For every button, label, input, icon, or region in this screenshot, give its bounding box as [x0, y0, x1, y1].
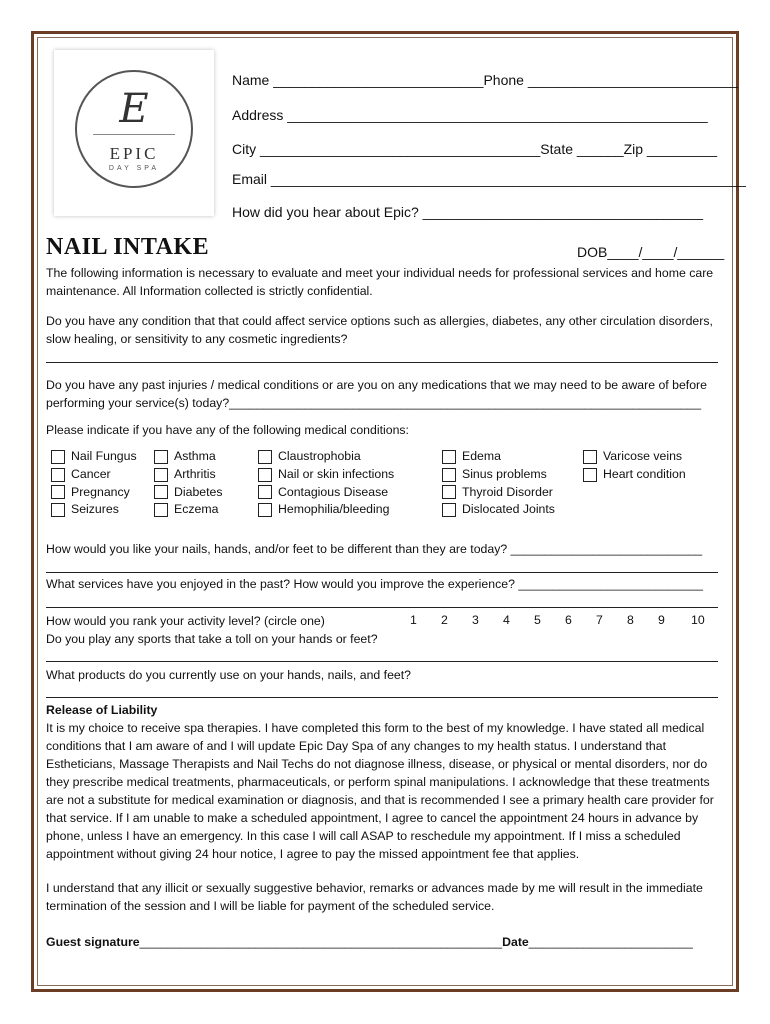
- condition-item[interactable]: [154, 448, 223, 466]
- condition-item[interactable]: [258, 448, 394, 466]
- condition-label: Hemophilia/bleeding: [278, 502, 390, 517]
- referral-field[interactable]: How did you hear about Epic? ____________________________________: [232, 204, 703, 220]
- checkbox[interactable]: [51, 485, 65, 499]
- question-conditions: Do you have any condition that that could affect service options such as allergies, diabetes, any other circulation disorders, slow healing, or sensitivity to any cosmetic ingredients?: [46, 314, 713, 346]
- condition-label: Edema: [462, 449, 501, 463]
- condition-item[interactable]: [442, 484, 555, 502]
- checkbox[interactable]: [258, 485, 272, 499]
- answer-line[interactable]: [46, 607, 718, 608]
- scale-option[interactable]: 4: [503, 613, 510, 627]
- conditions-col-5: [583, 448, 686, 484]
- conditions-col-3: [258, 448, 394, 519]
- condition-label: Arthritis: [174, 466, 216, 481]
- answer-line[interactable]: [46, 661, 718, 662]
- checkbox[interactable]: [51, 468, 65, 482]
- condition-item[interactable]: [51, 448, 137, 466]
- condition-item[interactable]: [154, 501, 223, 519]
- date-line[interactable]: ________________________: [528, 935, 693, 949]
- question-injuries[interactable]: Do you have any past injuries / medical conditions or are you on any medications that we may need to be aware of before performing your service(s) today?_____________________________________________________________________: [46, 378, 707, 410]
- condition-label: Contagious Disease: [278, 484, 389, 499]
- release-text: It is my choice to receive spa therapies. I have completed this form to the best of my knowledge. I have stated all medical conditions that I am aware of and I will update Epic Day Spa of any changes to my health status. I understand that Estheticians, Massage Therapists and Nail Techs do not diagnose illness, disease, or physical or mental disorders, nor do they prescribe medical treatments, pharmaceuticals, or perform spinal manipulations. I acknowledge that these treatments are not a substitute for medical examination or diagnosis, and that is recommended I see a primary health care provider for that service. If I am unable to make a scheduled appointment, I agree to cancel the appointment 24 hours in advance by phone, unless I have an emergency. In this case I will call ASAP to reschedule my appointment. If I miss a scheduled appointment without giving 24 hour notice, I agree to pay the missed appointment fee that applies.: [46, 721, 714, 861]
- condition-item[interactable]: [154, 484, 223, 502]
- scale-option[interactable]: 7: [596, 613, 603, 627]
- condition-label: Eczema: [174, 502, 219, 517]
- scale-option[interactable]: 9: [658, 613, 665, 627]
- answer-line[interactable]: [46, 572, 718, 573]
- name-phone-field[interactable]: Name ___________________________Phone ___________________________: [232, 72, 739, 88]
- condition-label: Cancer: [71, 466, 111, 481]
- condition-item[interactable]: [51, 466, 137, 484]
- question-products: What products do you currently use on your hands, nails, and feet?: [46, 668, 412, 682]
- date-label: Date: [502, 935, 529, 949]
- condition-item[interactable]: [583, 448, 686, 466]
- conduct-text: I understand that any illicit or sexually suggestive behavior, remarks or advances made by me will result in the immediate termination of the session and I will be liable for payment of the scheduled service.: [46, 881, 703, 913]
- checkbox[interactable]: [154, 485, 168, 499]
- question-activity-level: How would you rank your activity level? (circle one): [46, 614, 325, 628]
- checkbox[interactable]: [442, 468, 456, 482]
- checkbox[interactable]: [154, 468, 168, 482]
- scale-option[interactable]: 2: [441, 613, 448, 627]
- condition-label: Asthma: [174, 449, 216, 463]
- logo-tagline: DAY SPA: [108, 165, 160, 172]
- condition-label: Pregnancy: [71, 484, 130, 499]
- page-title: NAIL INTAKE: [46, 234, 210, 260]
- logo: [54, 50, 214, 216]
- scale-option[interactable]: 10: [691, 613, 705, 627]
- scale-option[interactable]: 8: [627, 613, 634, 627]
- checkbox[interactable]: [258, 503, 272, 517]
- checkbox[interactable]: [154, 503, 168, 517]
- question-past-services[interactable]: What services have you enjoyed in the past? How would you improve the experience? ___________________________: [46, 577, 703, 591]
- logo-monogram: E: [119, 86, 149, 132]
- checkbox[interactable]: [51, 450, 65, 464]
- checkbox[interactable]: [583, 468, 597, 482]
- condition-label: Varicose veins: [603, 449, 683, 463]
- question-medical-conditions: Please indicate if you have any of the following medical conditions:: [46, 423, 409, 437]
- condition-label: Seizures: [71, 502, 119, 517]
- condition-label: Dislocated Joints: [462, 502, 555, 517]
- checkbox[interactable]: [258, 450, 272, 464]
- checkbox[interactable]: [583, 450, 597, 464]
- release-title: Release of Liability: [46, 703, 158, 717]
- condition-item[interactable]: [258, 466, 394, 484]
- condition-label: Nail or skin infections: [278, 466, 395, 481]
- condition-item[interactable]: [51, 501, 137, 519]
- answer-line[interactable]: [46, 697, 718, 698]
- question-sports: Do you play any sports that take a toll on your hands or feet?: [46, 632, 378, 646]
- city-state-zip-field[interactable]: City ____________________________________State ______Zip _________: [232, 141, 718, 157]
- condition-item[interactable]: [442, 466, 555, 484]
- signature-label: Guest signature: [46, 935, 140, 949]
- address-field[interactable]: Address ______________________________________________________: [232, 107, 708, 123]
- scale-option[interactable]: 6: [565, 613, 572, 627]
- conditions-col-2: [154, 448, 223, 519]
- condition-item[interactable]: [583, 466, 686, 484]
- logo-name: EPIC: [109, 144, 159, 163]
- condition-item[interactable]: [442, 501, 555, 519]
- logo-divider: [93, 134, 175, 135]
- conditions-col-1: [51, 448, 137, 519]
- condition-item[interactable]: [258, 501, 394, 519]
- checkbox[interactable]: [258, 468, 272, 482]
- condition-item[interactable]: [442, 448, 555, 466]
- checkbox[interactable]: [51, 503, 65, 517]
- conditions-col-4: [442, 448, 555, 519]
- condition-item[interactable]: [154, 466, 223, 484]
- checkbox[interactable]: [154, 450, 168, 464]
- checkbox[interactable]: [442, 485, 456, 499]
- condition-label: Heart condition: [603, 466, 686, 481]
- scale-option[interactable]: 5: [534, 613, 541, 627]
- scale-option[interactable]: 3: [472, 613, 479, 627]
- condition-item[interactable]: [51, 484, 137, 502]
- answer-line[interactable]: [46, 362, 718, 363]
- scale-option[interactable]: 1: [410, 613, 417, 627]
- condition-label: Thyroid Disorder: [462, 484, 553, 499]
- condition-label: Sinus problems: [462, 466, 547, 481]
- checkbox[interactable]: [442, 450, 456, 464]
- condition-item[interactable]: [258, 484, 394, 502]
- checkbox[interactable]: [442, 503, 456, 517]
- question-nail-changes[interactable]: How would you like your nails, hands, and/or feet to be different than they are today? ____________________________: [46, 542, 703, 556]
- intro-text: The following information is necessary to evaluate and meet your individual needs for professional services and home care maintenance. All Information collected is strictly confidential.: [46, 266, 714, 298]
- condition-label: Nail Fungus: [71, 449, 137, 463]
- dob-field[interactable]: DOB____/____/______: [577, 244, 725, 260]
- signature-line[interactable]: _____________________________________________________: [139, 935, 503, 949]
- signature-row: [46, 933, 722, 951]
- condition-label: Diabetes: [174, 484, 223, 499]
- email-field[interactable]: Email _____________________________________________________________: [232, 171, 746, 187]
- condition-label: Claustrophobia: [278, 449, 361, 463]
- logo-circle: [75, 70, 193, 188]
